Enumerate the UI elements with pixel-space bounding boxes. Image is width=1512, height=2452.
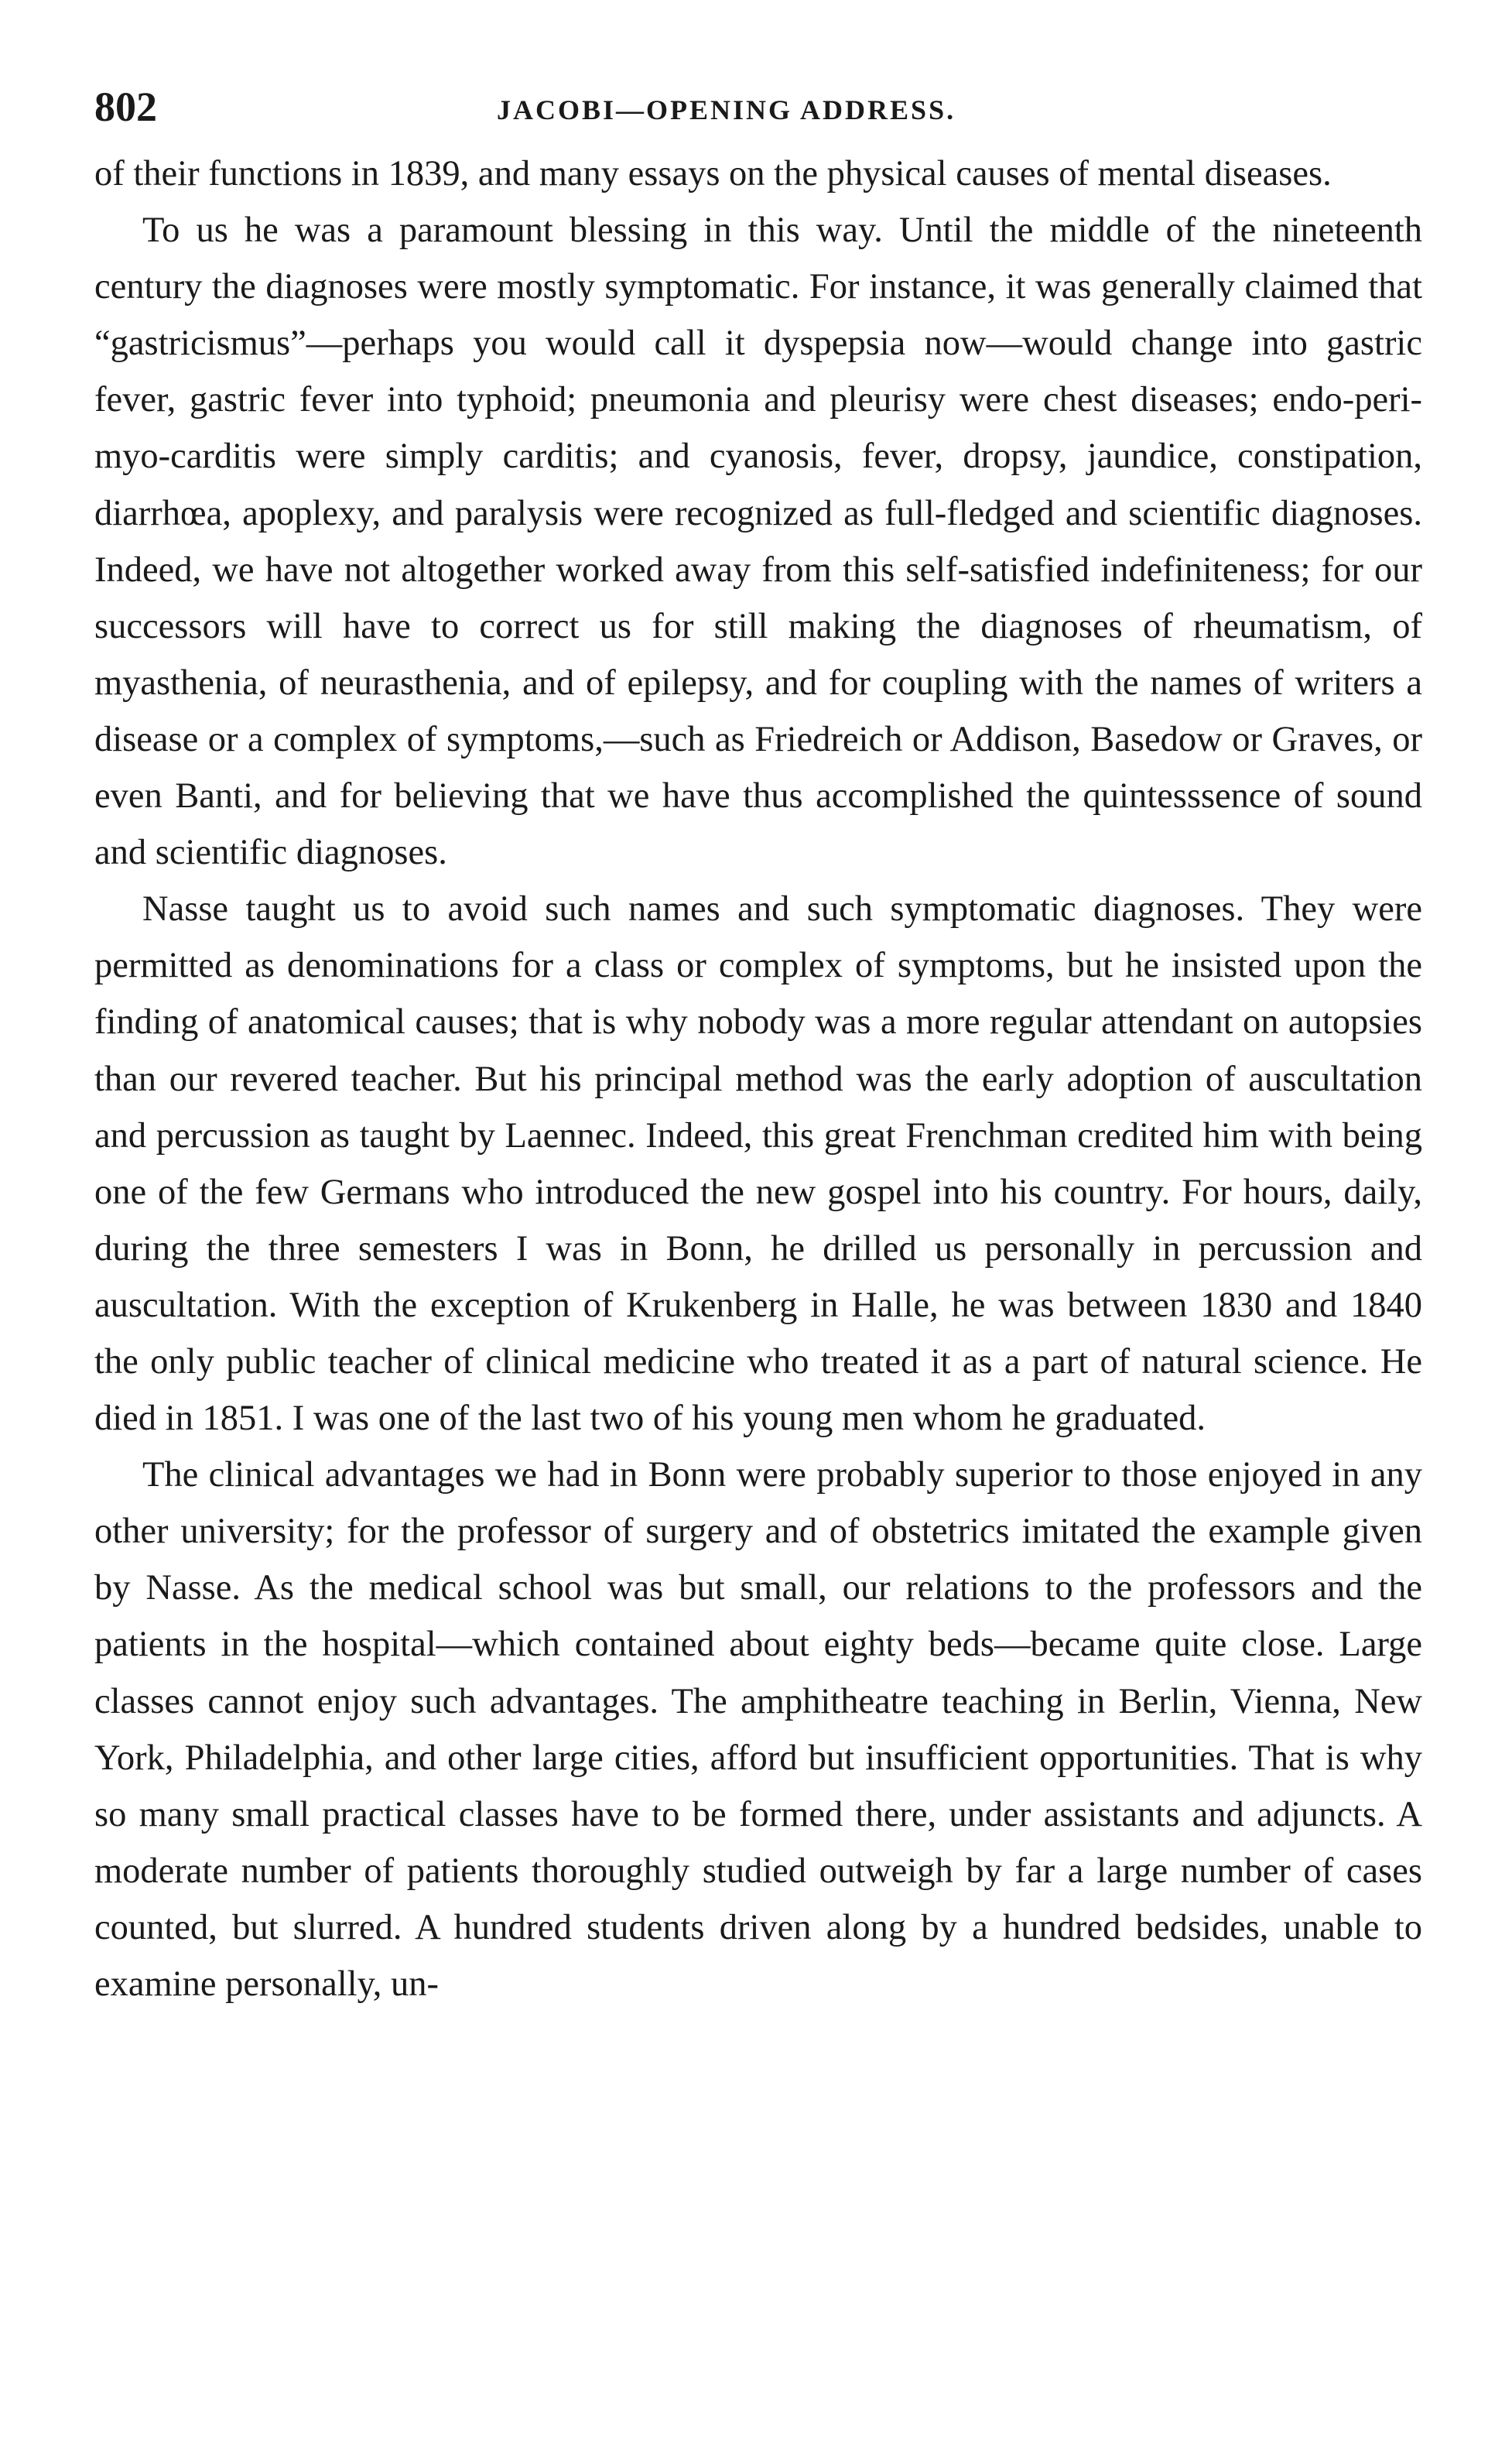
paragraph-clinical-advantages: The clinical advantages we had in Bonn were probably superior to those enjoyed in any other university; for the professor of surgery and of obstetrics imitated the example given by Nasse. As the medical school was but small, our relations to the professors and the patients in the hospital—which contained about eighty beds—became quite close. Large classes cannot enjoy such advantages. The amphitheatre teaching in Berlin, Vienna, New York, Philadelphia, and other large cities, afford but insufficient opportunities. That is why so many small practical classes have to be formed there, under assistants and adjuncts. A moderate number of patients thoroughly studied outweigh by far a large number of cases counted, but slurred. A hundred students driven along by a hundred bedsides, unable to examine personally, un- [94, 1455, 1422, 2004]
paragraph-continued: of their functions in 1839, and many essays on the physical causes of mental diseases. [94, 154, 1332, 193]
running-head [94, 76, 1418, 138]
paragraph-nasse: Nasse taught us to avoid such names and such symptomatic diagnoses. They were permitted as denominations for a class or complex of symptoms, but he insisted upon the finding of anatomical causes; that is why nobody was a more regular attendant on autopsies than our revered teacher. But his principal method was the early adoption of auscultation and percussion as taught by Laennec. Indeed, this great Frenchman credited him with being one of the few Germans who introduced the new gospel into his country. For hours, daily, during the three semesters I was in Bonn, he drilled us personally in percussion and auscultation. With the exception of Krukenberg in Halle, he was between 1830 and 1840 the only public teacher of clinical medicine who treated it as a part of natural science. He died in 1851. I was one of the last two of his young men whom he graduated. [94, 889, 1422, 1439]
paragraph-diagnoses: To us he was a paramount blessing in this way. Until the middle of the nineteenth century the diagnoses were mostly symptomatic. For instance, it was generally claimed that “gastricismus”—perhaps you would call it dyspepsia now—would change into gastric fever, gastric fever into typhoid; pneumonia and pleurisy were chest diseases; endo-peri- myo-carditis were simply carditis; and cyanosis, fever, dropsy, jaundice, constipation, diarrhœa, apoplexy, and paralysis were recognized as full-fledged and scientific diagnoses. Indeed, we have not altogether worked away from this self-satisfied indefiniteness; for our successors will have to correct us for still making the diagnoses of rheumatism, of myasthenia, of neurasthenia, and of epilepsy, and for coupling with the names of writers a disease or a complex of symptoms,—such as Friedreich or Addison, Basedow or Graves, or even Banti, and for believing that we have thus accomplished the quintesssence of sound and scientific diagnoses. [94, 211, 1422, 873]
body-text [94, 146, 1422, 2012]
running-title: JACOBI—OPENING ADDRESS. [497, 94, 956, 125]
page-number: 802 [94, 84, 157, 130]
